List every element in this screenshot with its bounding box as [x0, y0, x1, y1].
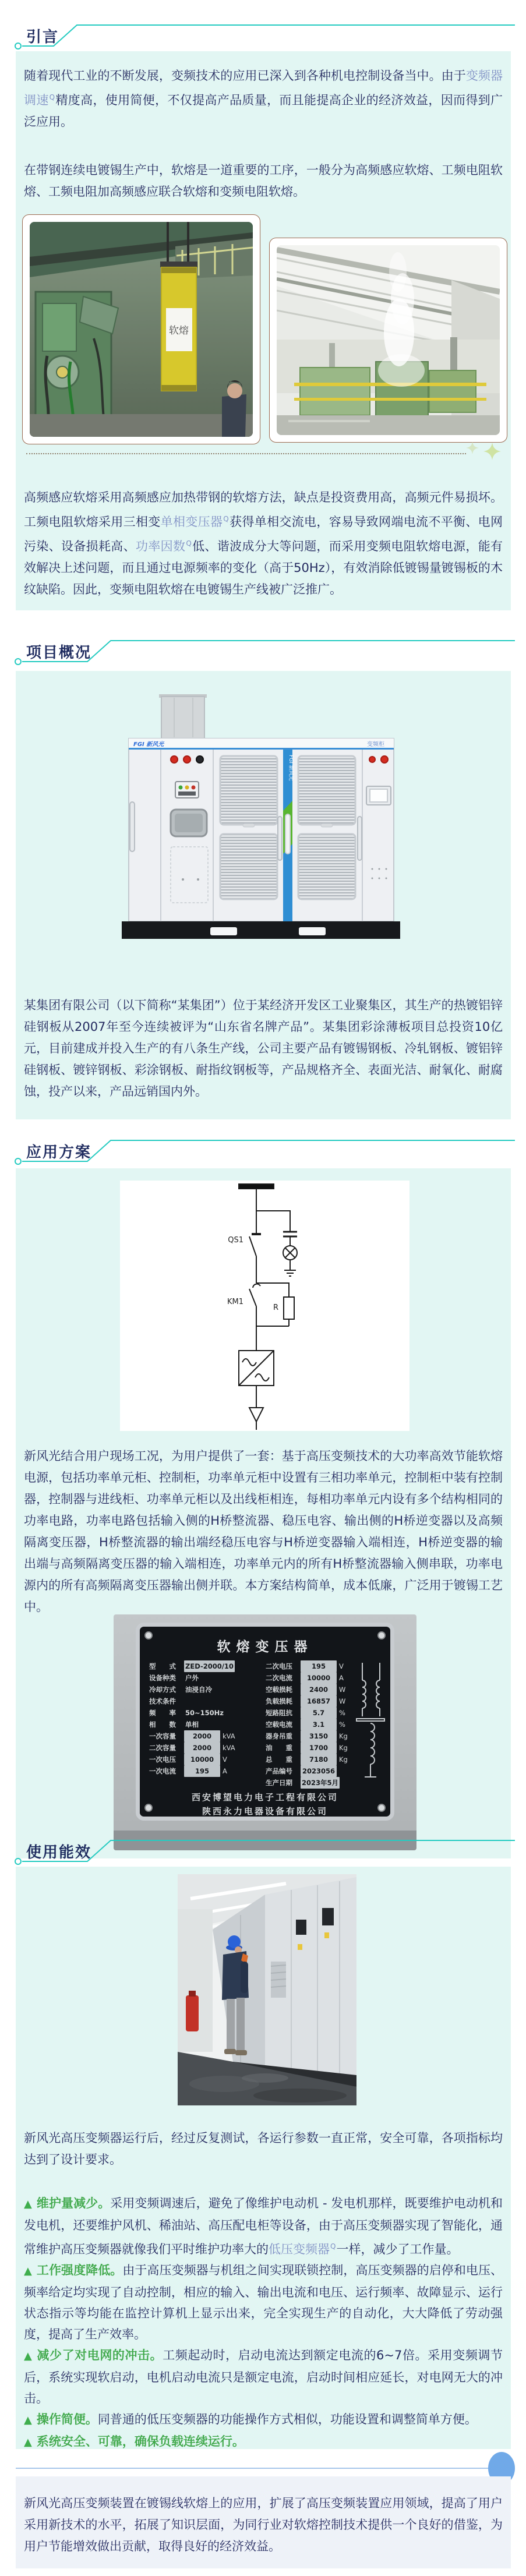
intro-p1-text2: 精度高，使用简便，不仅提高产品质量，而且能提高企业的经济效益，因而得到广泛应用。: [24, 93, 503, 129]
np-field-label: 一次容量: [149, 1732, 176, 1740]
np-field-value: 10000: [301, 1672, 337, 1684]
benefit-text: 由于高压变频器与机组之间实现联锁控制，高压变频器的启停和电压、频率给定均实现了自动控制，相应的输入、输出电流和电压、运行频率、故障显示、运行状态指示等均能在监控计算机上显示出来，完全实现生产的自动化，大大降低了劳动强度，提高了生产效率。: [24, 2263, 503, 2341]
operator-inspection-photo[interactable]: [178, 1874, 356, 2105]
benefit-item-maintenance: [24, 2193, 503, 2260]
section-intro-body: [16, 51, 511, 610]
np-field-value: 油浸自冷: [185, 1685, 212, 1694]
benefit-title: 维护量减少。: [36, 2196, 111, 2210]
benefit-item-labor: [24, 2260, 503, 2345]
np-field-label: 二次电压: [266, 1662, 292, 1670]
conclusion-divider: [16, 2468, 489, 2469]
diagram-label-r: R: [273, 1303, 278, 1312]
link-single-phase-transformer[interactable]: [161, 515, 230, 529]
np-field-value: 195: [301, 1660, 337, 1672]
np-field-label: 负载损耗: [266, 1697, 292, 1705]
np-field-value: 195: [184, 1765, 220, 1777]
np-field-value: 户外: [185, 1674, 199, 1682]
diagram-label-qs1: QS1: [228, 1236, 243, 1245]
benefit-item-easy-operation: [24, 2409, 503, 2431]
link-power-factor[interactable]: [136, 539, 192, 553]
overview-paragraph: 某集团有限公司（以下简称“某集团”）位于某经济开发区工业聚集区，其生产的热镀铝锌硅钢板从2007年至今连续被评为“山东省名牌产品”。某集团彩涂薄板项目总投资10亿元，目前建成并投入生产的有八条生产线，公司主要产品有镀锡钢板、冷轧钢板、镀铝锌硅钢板、镀锌钢板、彩涂钢板、耐指纹钢板等，产品规格齐全、表面光洁、耐氧化、耐腐蚀，投产以来，产品远销国内外。: [24, 998, 503, 1098]
factory-photo-soft-melt[interactable]: [22, 214, 260, 444]
transformer-nameplate-photo[interactable]: [114, 1614, 416, 1850]
intro-paragraph-2: 在带钢连续电镀锡生产中，软熔是一道重要的工序，一般分为高频感应软熔、工频电阻软熔、工频电阻加高频感应联合软熔和变频电阻软熔。: [24, 163, 503, 199]
benefit-item-grid-impact: [24, 2345, 503, 2409]
banner-label: 软熔: [169, 325, 189, 337]
np-field-value: ZED-2000/10: [184, 1660, 235, 1672]
search-ref-icon[interactable]: Q: [186, 539, 192, 547]
np-field-label: 技术条件: [149, 1697, 176, 1705]
benefit-title: 减少了对电网的冲击。: [37, 2348, 163, 2362]
np-field-label: 总 重: [266, 1755, 292, 1764]
benefit-text: 工频起动时，启动电流达到额定电流的6~7倍。采用变频调节后，系统实现软启动，电机启动电流只是额定电流，启动时间相应延长，对电网无大的冲击。: [24, 2348, 503, 2405]
search-ref-icon[interactable]: Q: [49, 93, 55, 101]
solution-paragraph: 新风光结合用户现场工况，为用户提供了一套：基于高压变频技术的大功率高效节能软熔电源，包括功率单元柜、控制柜，功率单元柜中设置有三相功率单元，控制柜中装有控制器，控制器与进线柜、功率单元柜以及出线柜相连，每相功率单元内设有多个结构相同的功率电路，功率电路包括输入侧的H桥整流器、稳压电容、输出侧的H桥逆变器以及高频隔离变压器，H桥整流器的输出端经稳压电容与H桥逆变器输入端相连，H桥逆变器的输出端与高频隔离变压器的输入端相连，功率单元内的所有H桥整流器输入侧串联，功率电源内的所有高频隔离变压器输出侧并联。本方案结构简单，成本低廉，广泛用于镀锡工艺中。: [24, 1449, 503, 1614]
search-ref-icon[interactable]: Q: [330, 2242, 336, 2250]
np-field-label: 器身吊重: [266, 1732, 292, 1740]
intro-p3-text1: 高频感应软熔采用高频感应加热带钢的软熔方法，缺点是投资费用高，高频元件易损坏。工频电阻软熔采用三相变: [24, 490, 503, 529]
link-text: 变频器调速: [24, 69, 503, 107]
np-field-label: 型 式: [149, 1662, 176, 1670]
np-field-value: 50~150Hz: [185, 1709, 224, 1717]
section-overview-body: [16, 671, 511, 1119]
np-field-label: 短路阻抗: [266, 1709, 292, 1717]
np-field-label: 空载损耗: [266, 1685, 292, 1694]
np-field-label: 一次电流: [149, 1767, 176, 1775]
intro-p1-text: 随着现代工业的不断发展，变频技术的应用已深入到各种机电控制设备当中。由于: [24, 69, 466, 83]
vfd-cabinet-image[interactable]: [112, 694, 409, 960]
nameplate-title: 软熔变压器: [217, 1639, 313, 1655]
np-field-label: 生产日期: [266, 1779, 292, 1787]
benefit-text: 采用变频调速后，避免了像维护电动机 - 发电机那样，既要维护电动机和发电机，还要维护风机、稀油站、高压配电柜等设备，由于高压变频器实现了智能化，通常维护高压变频器就像我们平时维护功率大的: [24, 2196, 503, 2256]
manufacturer-line-1: 西安博望电力电子工程有限公司: [191, 1792, 338, 1803]
cabinet-type-label: 变频柜: [367, 741, 384, 748]
link-text: 功率因数: [135, 539, 186, 553]
winding-diagram-icon: [354, 1663, 387, 1789]
factory-photo-2-illustration: [277, 245, 500, 435]
sparkle-icons: [464, 440, 505, 466]
benefit-text: 同普通的低压变频器的功能操作方式相似，功能设置和调整简单方便。: [97, 2412, 477, 2426]
cabinet-stripe-logo: FGI 新风光: [288, 755, 294, 781]
sparkle-divider: [26, 453, 466, 454]
np-field-value: 5.7: [301, 1707, 337, 1719]
benefit-text: 一样，减少了工作量。: [336, 2242, 459, 2256]
factory-photo-1-illustration: [30, 222, 253, 437]
bullet-triangle-icon: ▲: [24, 2414, 32, 2426]
np-field-value: 7180: [301, 1754, 337, 1765]
section-header-overview: [0, 634, 526, 666]
section-title-efficiency: 使用能效: [26, 1844, 92, 1861]
np-field-label: 频 率: [149, 1709, 176, 1717]
np-field-value: 2023年5月: [301, 1777, 340, 1789]
section-efficiency-body: [16, 1867, 511, 2449]
intro-p3-text3: 低、谐波成分大等问题，而采用变频电阻软熔电源，能有效解决上述问题，而且通过电源频率的变化（高于50Hz），有效消除低镀锡量镀锡板的木纹缺陷。因此，变频电阻软熔在电镀锡生产线被广泛推广。: [24, 539, 503, 596]
np-field-value: 3.1: [301, 1719, 337, 1730]
np-field-value: 单相: [185, 1720, 199, 1729]
benefit-title: 系统安全、可靠，确保负载连续运行。: [36, 2434, 245, 2448]
np-field-value: 2023056: [301, 1765, 337, 1777]
intro-paragraph-3: [24, 487, 503, 600]
section-header-intro: [0, 18, 526, 51]
cabinet-brand-logo: FGI 新风光: [133, 741, 164, 748]
bullet-triangle-icon: ▲: [24, 2350, 33, 2362]
link-text: 低压变频器: [269, 2242, 330, 2256]
bullet-triangle-icon: ▲: [24, 2265, 32, 2277]
np-field-label: 产品编号: [266, 1767, 292, 1775]
np-field-value: 3150: [301, 1730, 337, 1742]
section-header-rule: [0, 18, 526, 51]
single-line-diagram[interactable]: [120, 1181, 409, 1431]
diagram-label-km1: KM1: [227, 1298, 243, 1306]
section-title-solution: 应用方案: [26, 1144, 92, 1161]
conclusion-paragraph: 新风光高压变频装置在镀锡线软熔上的应用，扩展了高压变频装置应用领域，提高了用户采用新技术的水平，拓展了知识层面，为同行业对软熔控制技术提供一个良好的借鉴，为用户节能增效做出贡献，取得良好的经济效益。: [24, 2496, 503, 2553]
section-title-overview: 项目概况: [26, 644, 92, 662]
np-field-value: 1700: [301, 1742, 337, 1754]
benefit-title: 工作强度降低。: [36, 2263, 123, 2277]
np-field-label: 相 数: [149, 1720, 176, 1729]
intro-paragraph-1: [24, 65, 503, 133]
conclusion-block: [16, 2476, 511, 2568]
efficiency-intro-paragraph: 新风光高压变频器运行后，经过反复测试，各运行参数一直正常，安全可靠，各项指标均达到了设计要求。: [24, 2131, 503, 2167]
bullet-triangle-icon: ▲: [24, 2436, 32, 2448]
factory-photo-hall[interactable]: [269, 238, 507, 443]
np-field-label: 一次电压: [149, 1755, 176, 1764]
np-field-value: 2000: [184, 1742, 220, 1754]
nameplate-plate: [136, 1623, 394, 1821]
bullet-triangle-icon: ▲: [24, 2198, 32, 2210]
nameplate-right-column: 二次电压 195 V 二次电流 10000 A 空载损耗 2400 W 负载损耗 16857 W 短路阻抗 5.7 % 空载电流 3.1 % 器身吊重 3150 Kg 油 重 1700 Kg 总 重 7180 Kg 产品编号 2023056 生产日期 2023年5月: [266, 1660, 359, 1789]
np-field-value: 10000: [184, 1754, 220, 1765]
np-field-label: 冷却方式: [149, 1685, 176, 1694]
search-ref-icon[interactable]: Q: [223, 515, 229, 523]
np-field-label: 二次电流: [266, 1674, 292, 1682]
np-field-label: 油 重: [266, 1744, 292, 1752]
np-field-label: 空载电流: [266, 1720, 292, 1729]
benefit-item-reliability: [24, 2431, 503, 2453]
section-solution-body: [16, 1168, 511, 1858]
np-field-value: 2000: [184, 1730, 220, 1742]
section-header-efficiency: [0, 1833, 526, 1866]
np-field-label: 设备种类: [149, 1674, 176, 1682]
link-lv-inverter[interactable]: [269, 2242, 336, 2256]
circuit-diagram-drawing: [120, 1181, 409, 1431]
benefit-title: 操作简便。: [36, 2412, 98, 2426]
intro-p3-text2: 获得单相交流电，容易导致网端电流不平衡、电网污染、设备损耗高、: [24, 515, 503, 553]
manufacturer-line-2: 陕西永力电器设备有限公司: [202, 1806, 328, 1817]
link-text: 单相变压器: [160, 515, 223, 529]
np-field-label: 二次容量: [149, 1744, 176, 1752]
np-field-value: 2400: [301, 1684, 337, 1695]
section-header-solution: [0, 1133, 526, 1166]
np-field-value: 16857: [301, 1695, 337, 1707]
nameplate-left-column: 型 式 ZED-2000/10 设备种类 户外 冷却方式 油浸自冷 技术条件 频 率 50~150Hz 相 数 单相 一次容量 2000 kVA 二次容量 2000 kVA 一次电压 10000 V 一次电流 195 A: [149, 1660, 263, 1777]
benefit-list: [24, 2193, 503, 2453]
section-title-intro: 引言: [26, 29, 59, 46]
